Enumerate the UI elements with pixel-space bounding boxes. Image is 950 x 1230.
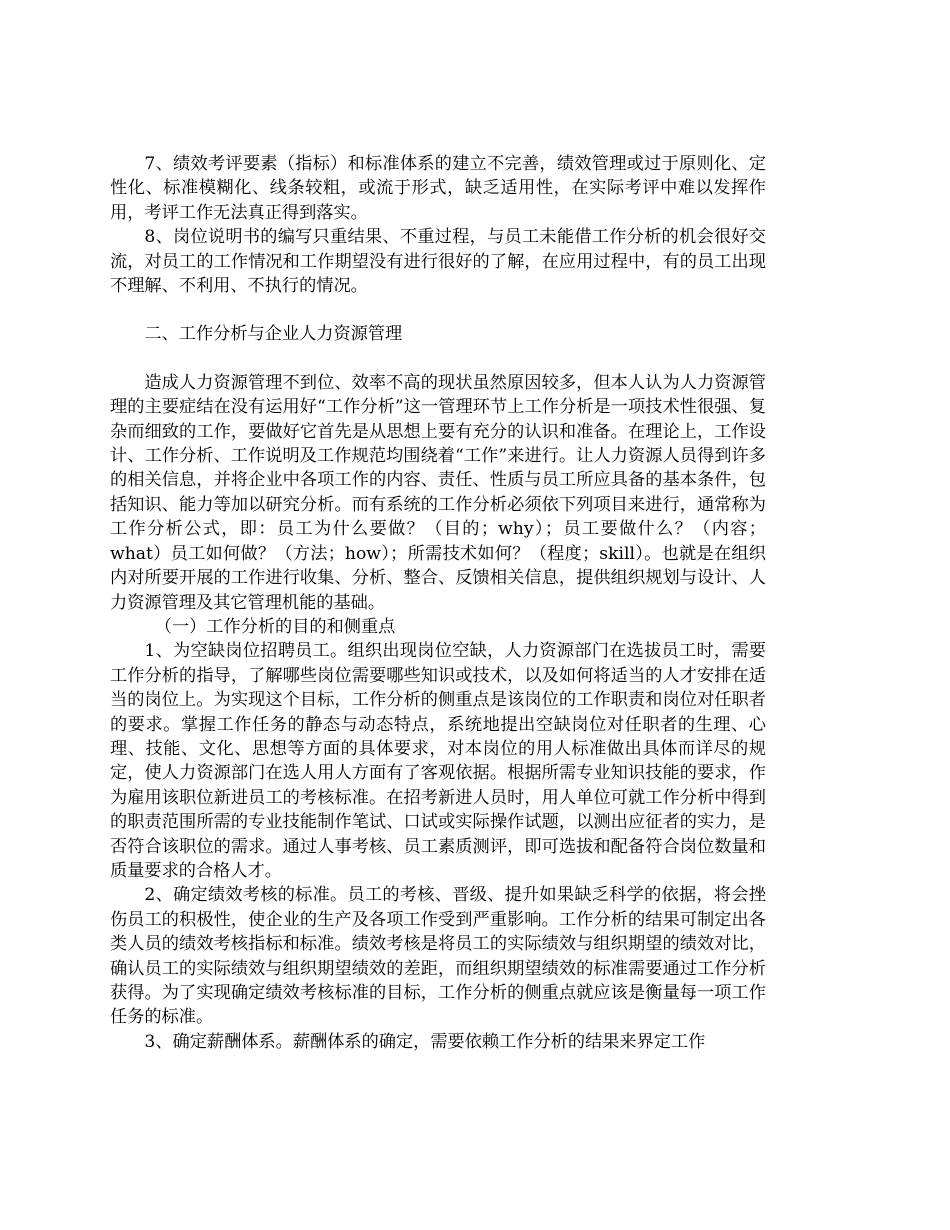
blank-line bbox=[110, 347, 766, 371]
paragraph-item-7: 7、绩效考评要素（指标）和标准体系的建立不完善，绩效管理或过于原则化、定性化、标准模糊化、线条较粗，或流于形式，缺乏适用性，在实际考评中难以发挥作用，考评工作无法真正得到落实。 bbox=[110, 154, 766, 223]
document-page bbox=[110, 152, 766, 1054]
subsection-heading-1: （一）工作分析的目的和侧重点 bbox=[154, 616, 396, 637]
paragraph-item-3: 3、确定薪酬体系。薪酬体系的确定，需要依赖工作分析的结果来界定工作 bbox=[144, 1031, 706, 1052]
paragraph-item-8: 8、岗位说明书的编写只重结果、不重过程，与员工未能借工作分析的机会很好交流，对员工的工作情况和工作期望没有进行很好的了解，在应用过程中，有的员工出现不理解、不利用、不执行的情况。 bbox=[110, 227, 766, 297]
intro-paragraph: 造成人力资源管理不到位、效率不高的现状虽然原因较多，但本人认为人力资源管理的主要症结在没有运用好“工作分析”这一管理环节上工作分析是一项技术性很强、复杂而细致的工作，要做好它首先是从思想上要有充分的认识和准备。在理论上，工作设计、工作分析、工作说明及工作规范均围绕着“工作”来进行。让人力资源人员得到许多的相关信息，并将企业中各项工作的内容、责任、性质与员工所应具备的基本条件，包括知识、能力等加以研究分析。而有系统的工作分析必须依下列项目来进行，通常称为工作分析公式，即：员工为什么要做？（目的；why）；员工要做什么？（内容；what）员工如何做？（方法；how）；所需技术如何？（程度；skill）。也就是在组织内对所要开展的工作进行收集、分析、整合、反馈相关信息，提供组织规划与设计、人力资源管理及其它管理机能的基础。 bbox=[110, 372, 766, 613]
blank-line bbox=[110, 298, 766, 322]
paragraph-item-1: 1、为空缺岗位招聘员工。组织出现岗位空缺，人力资源部门在选拔员工时，需要工作分析的指导，了解哪些岗位需要哪些知识或技术，以及如何将适当的人才安排在适当的岗位上。为实现这个目标，工作分析的侧重点是该岗位的工作职责和岗位对任职者的要求。掌握工作任务的静态与动态特点，系统地提出空缺岗位对任职者的生理、心理、技能、文化、思想等方面的具体要求，对本岗位的用人标准做出具体而详尽的规定，使人力资源部门在选人用人方面有了客观依据。根据所需专业知识技能的要求，作为雇用该职位新进员工的考核标准。在招考新进人员时，用人单位可就工作分析中得到的职责范围所需的专业技能制作笔试、口试或实际操作试题，以测出应征者的实力，是否符合该职位的需求。通过人事考核、员工素质测评，即可选拔和配备符合岗位数量和质量要求的合格人才。 bbox=[110, 641, 766, 881]
paragraph-item-2: 2、确定绩效考核的标准。员工的考核、晋级、提升如果缺乏科学的依据，将会挫伤员工的积极性，使企业的生产及各项工作受到严重影响。工作分析的结果可制定出各类人员的绩效考核指标和标准。绩效考核是将员工的实际绩效与组织期望的绩效对比，确认员工的实际绩效与组织期望绩效的差距，而组织期望绩效的标准需要通过工作分析获得。为了实现确定绩效考核标准的目标，工作分析的侧重点就应该是衡量每一项工作任务的标准。 bbox=[110, 885, 766, 1028]
section-heading-2: 二、工作分析与企业人力资源管理 bbox=[144, 324, 403, 345]
